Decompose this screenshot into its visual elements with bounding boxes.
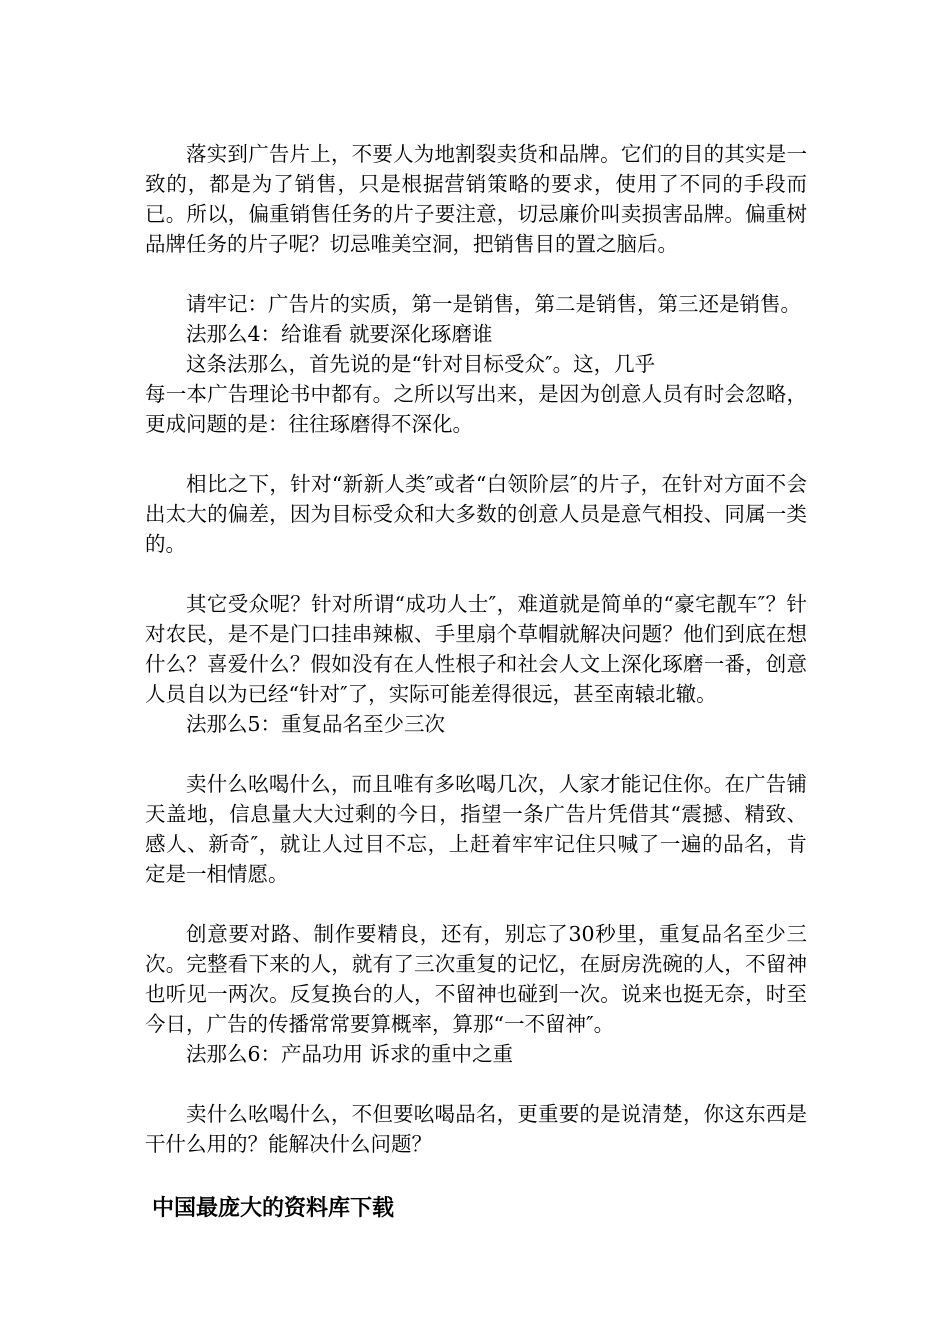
paragraph-brand-and-sales: 落实到广告片上，不要人为地割裂卖货和品牌。它们的目的其实是一致的，都是为了销售，只是根据营销策略的要求，使用了不同的手段而已。所以，偏重销售任务的片子要注意，切忌廉价叫卖损害品牌。偏重树品牌任务的片子呢？切忌唯美空洞，把销售目的置之脑后。 (145, 142, 807, 256)
paragraph-sales-essence: 请牢记：广告片的实质，第一是销售，第二是销售，第三还是销售。 (186, 292, 801, 316)
rule-6-heading: 法那么6：产品功用 诉求的重中之重 (186, 1042, 514, 1066)
rule-5-heading: 法那么5：重复品名至少三次 (186, 712, 446, 736)
footer-banner: 中国最庞大的资料库下载 (152, 1196, 395, 1221)
paragraph-repeat-name: 卖什么吆喝什么，而且唯有多吆喝几次，人家才能记住你。在广告铺天盖地，信息量大大过剩的今日，指望一条广告片凭借其“震撼、精致、感人、新奇″，就让人过目不忘，上赶着牢牢记住只喊了一遍的品名，肯定是一相情愿。 (145, 772, 807, 886)
document-body (145, 139, 807, 1159)
paragraph-three-times: 创意要对路、制作要精良，还有，别忘了30秒里，重复品名至少三次。完整看下来的人，就有了三次重复的记忆，在厨房洗碗的人，不留神也听见一两次。反复换台的人，不留神也碰到一次。说来也挺无奈，时至今日，广告的传播常常要算概率，算那“一不留神″。 (145, 922, 807, 1036)
paragraph-other-audiences: 其它受众呢？针对所谓“成功人士″，难道就是简单的“豪宅靓车″？针对农民，是不是门口挂串辣椒、手里扇个草帽就解决问题？他们到底在想什么？喜爱什么？假如没有在人性根子和社会人文上深化琢磨一番，创意人员自以为已经“针对″了，实际可能差得很远，甚至南辕北辙。 (145, 592, 807, 706)
paragraph-product-function: 卖什么吆喝什么，不但要吆喝品名，更重要的是说清楚，你这东西是干什么用的？能解决什么问题？ (145, 1102, 807, 1156)
paragraph-target-audience-intro: 这条法那么，首先说的是“针对目标受众″。这，几乎 (186, 352, 656, 376)
rule-4-heading: 法那么4：给谁看 就要深化琢磨谁 (186, 322, 493, 346)
paragraph-target-audience-cont: 每一本广告理论书中都有。之所以写出来，是因为创意人员有时会忽略，更成问题的是：往往琢磨得不深化。 (145, 382, 807, 436)
paragraph-new-generation: 相比之下，针对“新新人类″或者“白领阶层″的片子，在针对方面不会出太大的偏差，因为目标受众和大多数的创意人员是意气相投、同属一类的。 (145, 472, 807, 556)
